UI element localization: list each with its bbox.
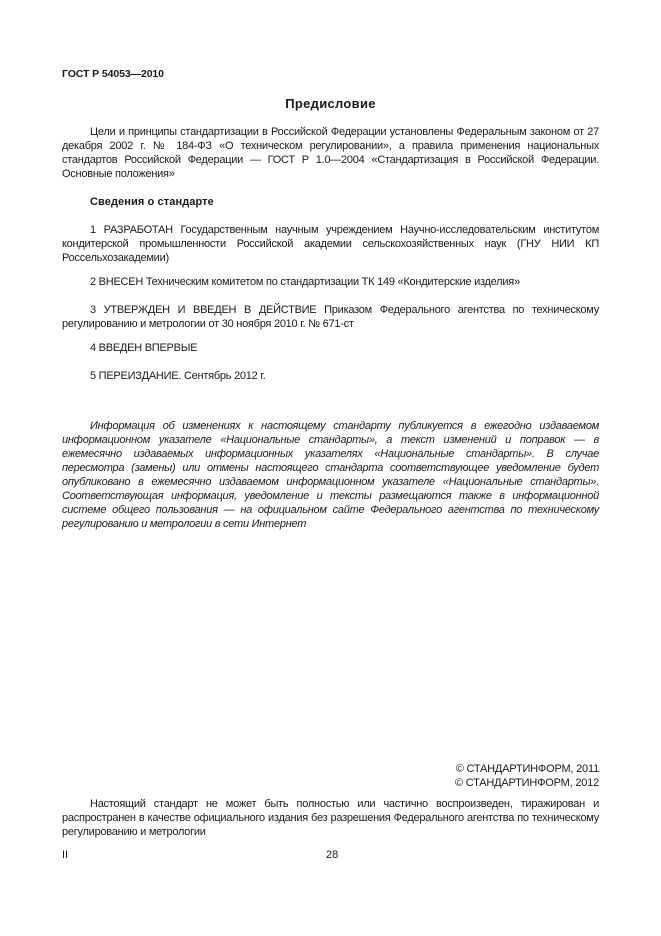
section-heading: Сведения о стандарте [90, 196, 214, 208]
list-item-3: 3 УТВЕРЖДЕН И ВВЕДЕН В ДЕЙСТВИЕ Приказом Федерального агентства по техническому регулированию и метрологии от 30 ноября 2010 г. № 671-ст [62, 304, 599, 330]
page-title: Предисловие [285, 96, 376, 111]
reproduction-notice: Настоящий стандарт не может быть полностью или частично воспроизведен, тиражирован и распространен в качестве официального издания без разрешения Федерального агентства по техническому регулированию и метрологии [62, 798, 599, 838]
copyright-2012: © СТАНДАРТИНФОРМ, 2012 [454, 777, 599, 789]
list-item-2: 2 ВНЕСЕН Техническим комитетом по стандартизации ТК 149 «Кондитерские изделия» [90, 276, 520, 288]
list-item-1: 1 РАЗРАБОТАН Государственным научным учреждением Научно-исследовательским институтом кондитерской промышленности Российской академии сельскохозяйственных наук (ГНУ НИИ КП Россельхозакадемии) [62, 224, 599, 264]
roman-page-number: II [62, 849, 69, 861]
intro-paragraph: Цели и принципы стандартизации в Российской Федерации установлены Федеральным законом от 27 декабря 2002 г. № 184-ФЗ «О техническом регулировании», а правила применения национальных стандартов Российской Федерации — ГОСТ Р 1.0—2004 «Стандартизация в Российской Федерации. Основные положения» [62, 126, 599, 180]
list-item-5: 5 ПЕРЕИЗДАНИЕ. Сентябрь 2012 г. [90, 370, 266, 382]
info-notice: Информация об изменениях к настоящему стандарту публикуется в ежегодно издаваемом информационном указателе «Национальные стандарты», а текст изменений и поправок — в ежемесячно издаваемых информационных указателях «Национальные стандарты». В случае пересмотра (замены) или отмены настоящего стандарта соответствующее уведомление будет опубликовано в ежемесячно издаваемом информационном указателе «Национальные стандарты». Соответствующая информация, уведомление и тексты размещаются также в информационной системе общего пользования — на официальном сайте Федерального агентства по техническому регулированию и метрологии в сети Интернет [62, 420, 599, 530]
list-item-4: 4 ВВЕДЕН ВПЕРВЫЕ [90, 342, 198, 354]
page-number: 28 [326, 849, 339, 861]
copyright-2011: © СТАНДАРТИНФОРМ, 2011 [455, 763, 599, 775]
document-id-header: ГОСТ Р 54053—2010 [62, 68, 164, 80]
